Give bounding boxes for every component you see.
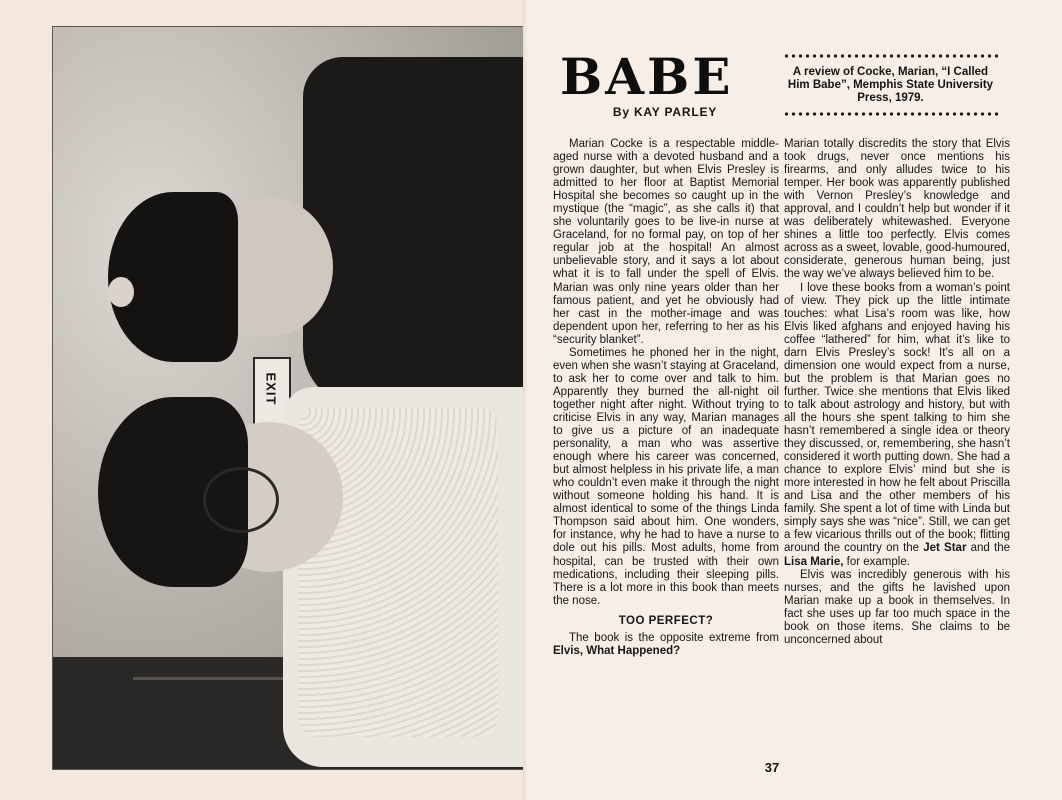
paragraph-3-start [553, 632, 779, 658]
title-block [560, 47, 770, 120]
article-title: BABE [560, 47, 734, 106]
photo-cap-badge [108, 277, 134, 307]
plane-name-lisa-marie: Lisa Marie, [784, 555, 844, 568]
left-page [0, 0, 528, 800]
paragraph-3-continued: Marian totally discredits the story that Elvis took drugs, never once mentions his firearms, and only alludes twice to his temper. Her book was apparently published with Vernon Presley’s knowledge and approval, and I couldn’t help but wonder if it was deliberately whitewashed. Everyone shines a little too perfectly. Elvis comes across as a sweet, lovable, good-humoured, considerate, generous human being, just the way we’ve always believed him to be. [784, 138, 1010, 281]
book-title-elvis-what-happened: Elvis, What Happened? [553, 644, 681, 657]
exit-sign-text: EXIT [263, 372, 279, 406]
text-column-left [553, 138, 779, 658]
dotted-rule-bottom [783, 110, 998, 118]
paragraph-4-text: I love these books from a woman’s point of view. They pick up the little intimate touches: what Lisa’s room was like, how Elvis liked afghans and enjoyed having his coffee “lathered” for him, what it’s like to darn Elvis Presley’s sock! It’s all on a dimension one would expect from a nurse, but the problem is that Marian goes no further. Twice she mentions that Elvis liked to talk about astrology and history, but with all the hours she spent talking to him she hasn’t remembered a single idea or theory they discussed, or, remembering, she hasn’t considered it worth putting down. She had a chance to explore Elvis’ mind but she is more interested in how he felt about Priscilla and Lisa and the other members of his family. She spent a lot of time with Linda but simply says she was “nice”. Still, we can get a few vicarious thrills out of the book; flitting around the country on the [784, 281, 1010, 555]
plane-name-jet-star: Jet Star [923, 542, 967, 555]
photo-officer-uniform [303, 57, 527, 407]
review-note-box [783, 52, 998, 118]
subheading: TOO PERFECT? [618, 614, 714, 627]
paragraph-5: Elvis was incredibly generous with his nurses, and the gifts he lavished upon Marian make up a book in themselves. In fact she uses up far too much space in the book on those items. She claims to be unconcerned about [784, 568, 1010, 646]
photo-nurse-and-officer [52, 26, 528, 770]
paragraph-4-mid: and the [966, 542, 1010, 555]
page-number: 37 [764, 760, 780, 775]
article-byline: By KAY PARLEY [612, 105, 718, 119]
review-note: A review of Cocke, Marian, “I Called Him Babe”, Memphis State University Press, 1979. [787, 66, 994, 104]
paragraph-4-end: for example. [843, 555, 910, 568]
paragraph-4 [784, 282, 1010, 569]
paragraph-2: Sometimes he phoned her in the night, even when she wasn’t staying at Graceland, to ask her to come over and talk to him. Apparently they burned the all-night oil together night after night. Without trying to criticise Elvis in any way, Marian manages to give us a picture of an inadequate personality, a man who was assertive enough where his career was concerned, but almost helpless in his private life, a man who couldn’t even make it through the night without someone holding his hand. It is almost identical to some of the things Linda Thompson said about him. One wonders, for instance, why he had to have a nurse to dole out his pills. Most adults, home from hospital, can be trusted with their own medications, including their sleeping pills. There is a lot more in this book than meets the nose. [553, 346, 779, 607]
paragraph-1: Marian Cocke is a respectable middle-aged nurse with a devoted husband and a grown daughter, but when Elvis Presley is admitted to her floor at Baptist Memorial Hospital she becomes so caught up in the mystique (the “magic”, as she calls it) that she voluntarily goes to be live-in nurse at Graceland, for no formal pay, on top of her regular job at the hospital! An almost unbelievable story, and it says a lot about what it is to fall under the spell of Elvis. Marian was only nine years older than her famous patient, and yet he obviously had her cast in the mother-image and was dependent upon her, referring to her as his “security blanket”. [553, 138, 779, 346]
photo-officer-cap [108, 192, 238, 362]
text-column-right [784, 138, 1010, 647]
paragraph-3-text: The book is the opposite extreme from [569, 631, 779, 644]
photo-nurse-glasses [203, 467, 279, 533]
dotted-rule-top [783, 52, 998, 60]
